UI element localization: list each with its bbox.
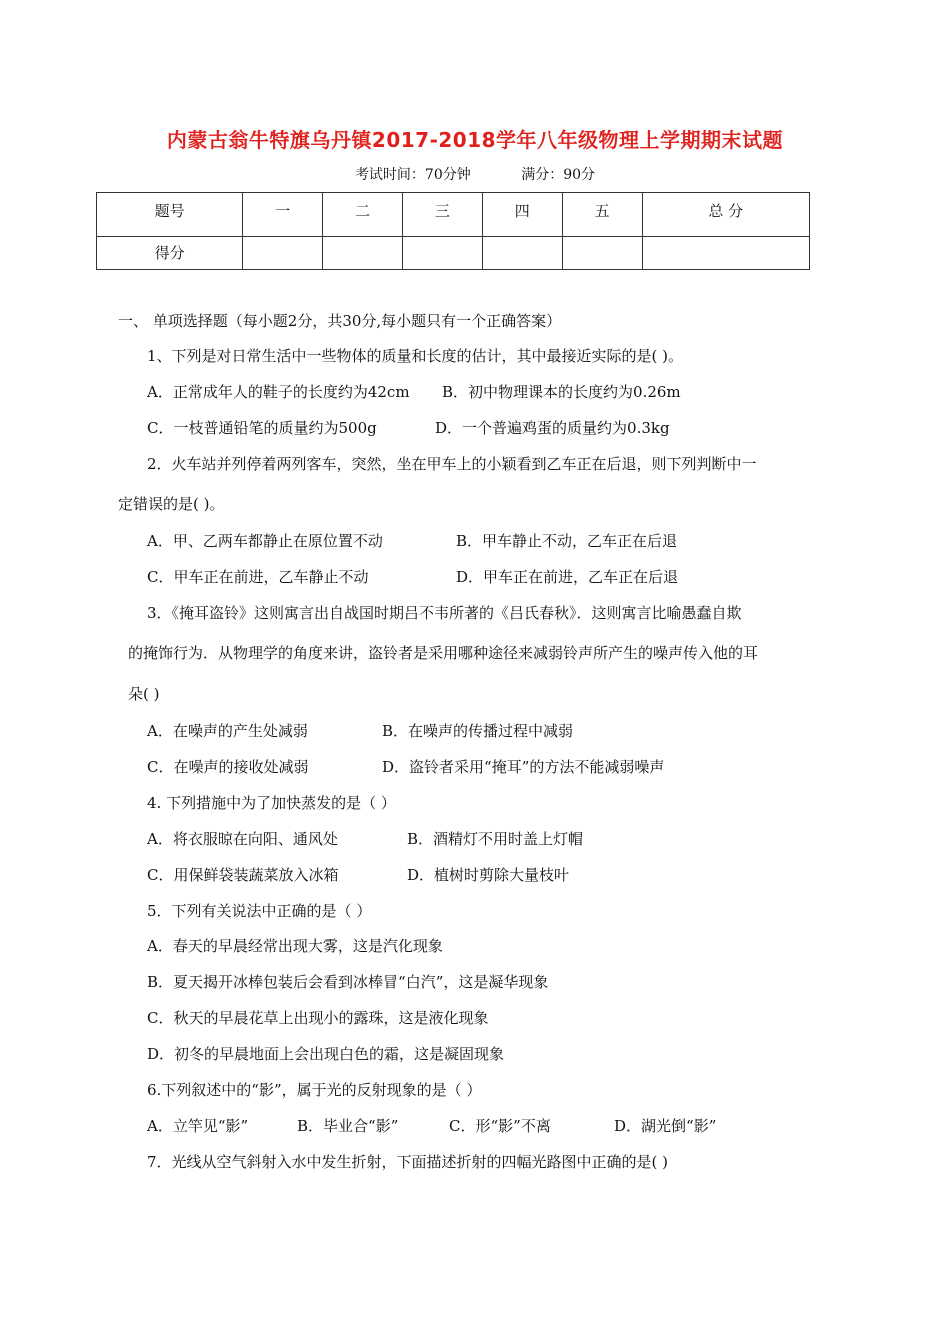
full-score: 满分：90分 [521, 167, 596, 183]
score-table-header-cell: 五 [562, 193, 642, 237]
question-4-stem: 4. 下列措施中为了加快蒸发的是（ ） [147, 794, 396, 812]
score-table-header-cell: 一 [243, 193, 323, 237]
score-cell [482, 236, 562, 269]
score-cell [243, 236, 323, 269]
question-6-option-c: C．形“影”不离 [449, 1117, 551, 1135]
score-table-header-cell: 二 [323, 193, 403, 237]
question-1-stem: 1、下列是对日常生活中一些物体的质量和长度的估计，其中最接近实际的是( )。 [147, 347, 684, 365]
question-3-option-b: B．在噪声的传播过程中减弱 [382, 722, 574, 740]
question-1-option-c: C．一枝普通铅笔的质量约为500g [147, 419, 377, 437]
exam-title: 内蒙古翁牛特旗乌丹镇2017-2018学年八年级物理上学期期末试题 [166, 128, 784, 152]
question-3-option-a: A．在噪声的产生处减弱 [147, 722, 308, 740]
exam-time: 考试时间：70分钟 [354, 167, 471, 183]
exam-meta [0, 164, 950, 184]
question-6-option-d: D．湖光倒“影” [614, 1117, 717, 1135]
question-3-option-d: D．盗铃者采用“掩耳”的方法不能减弱噪声 [382, 758, 665, 776]
question-4-option-d: D．植树时剪除大量枝叶 [407, 866, 570, 884]
question-1-option-a: A．正常成年人的鞋子的长度约为42cm [147, 383, 410, 401]
question-3-stem: 3．《掩耳盗铃》这则寓言出自战国时期吕不韦所著的《吕氏春秋》．这则寓言比喻愚蠢自欺 [147, 604, 742, 622]
score-table-score-row [97, 236, 810, 269]
question-6-stem: 6.下列叙述中的“影”，属于光的反射现象的是（ ） [147, 1081, 482, 1099]
question-2-option-d: D．甲车正在前进，乙车正在后退 [456, 568, 679, 586]
score-table-header-cell: 题号 [97, 193, 243, 237]
question-5-option-b: B．夏天揭开冰棒包装后会看到冰棒冒“白汽”，这是凝华现象 [147, 973, 549, 991]
question-5-option-c: C．秋天的早晨花草上出现小的露珠，这是液化现象 [147, 1009, 489, 1027]
question-2-option-b: B．甲车静止不动，乙车正在后退 [456, 532, 678, 550]
score-table [96, 192, 810, 270]
question-1-option-d: D．一个普遍鸡蛋的质量约为0.3kg [435, 419, 670, 437]
question-3-stem-cont-1: 的掩饰行为．从物理学的角度来讲，盗铃者是采用哪种途径来减弱铃声所产生的噪声传入他的耳 [128, 644, 759, 662]
score-table-header-row [97, 193, 810, 237]
score-cell [642, 236, 809, 269]
score-table-header-cell: 三 [403, 193, 483, 237]
question-5-option-d: D．初冬的早晨地面上会出现白色的霜，这是凝固现象 [147, 1045, 505, 1063]
score-row-label: 得分 [97, 236, 243, 269]
question-6-option-b: B．毕业合“影” [297, 1117, 399, 1135]
question-4-option-b: B．酒精灯不用时盖上灯帽 [407, 830, 584, 848]
question-4-option-c: C．用保鲜袋装蔬菜放入冰箱 [147, 866, 339, 884]
question-6-option-a: A．立竿见“影” [147, 1117, 249, 1135]
question-7-stem: 7．光线从空气斜射入水中发生折射，下面描述折射的四幅光路图中正确的是( ) [147, 1153, 669, 1171]
question-3-stem-cont-2: 朵( ) [128, 685, 160, 703]
score-table-header-cell: 总 分 [642, 193, 809, 237]
question-2-stem-cont: 定错误的是( )。 [118, 495, 225, 513]
question-2-option-c: C．甲车正在前进，乙车静止不动 [147, 568, 369, 586]
section-1-title: 一、 单项选择题（每小题2分，共30分,每小题只有一个正确答案） [118, 312, 562, 330]
question-5-option-a: A．春天的早晨经常出现大雾，这是汽化现象 [147, 937, 443, 955]
score-cell [562, 236, 642, 269]
question-2-stem: 2．火车站并列停着两列客车，突然，坐在甲车上的小颖看到乙车正在后退，则下列判断中一 [147, 455, 757, 473]
question-3-option-c: C．在噪声的接收处减弱 [147, 758, 309, 776]
question-2-option-a: A．甲、乙两车都静止在原位置不动 [147, 532, 383, 550]
score-table-header-cell: 四 [482, 193, 562, 237]
score-cell [403, 236, 483, 269]
question-4-option-a: A．将衣服晾在向阳、通风处 [147, 830, 338, 848]
score-cell [323, 236, 403, 269]
question-1-option-b: B．初中物理课本的长度约为0.26m [442, 383, 681, 401]
question-5-stem: 5．下列有关说法中正确的是（ ） [147, 902, 372, 920]
